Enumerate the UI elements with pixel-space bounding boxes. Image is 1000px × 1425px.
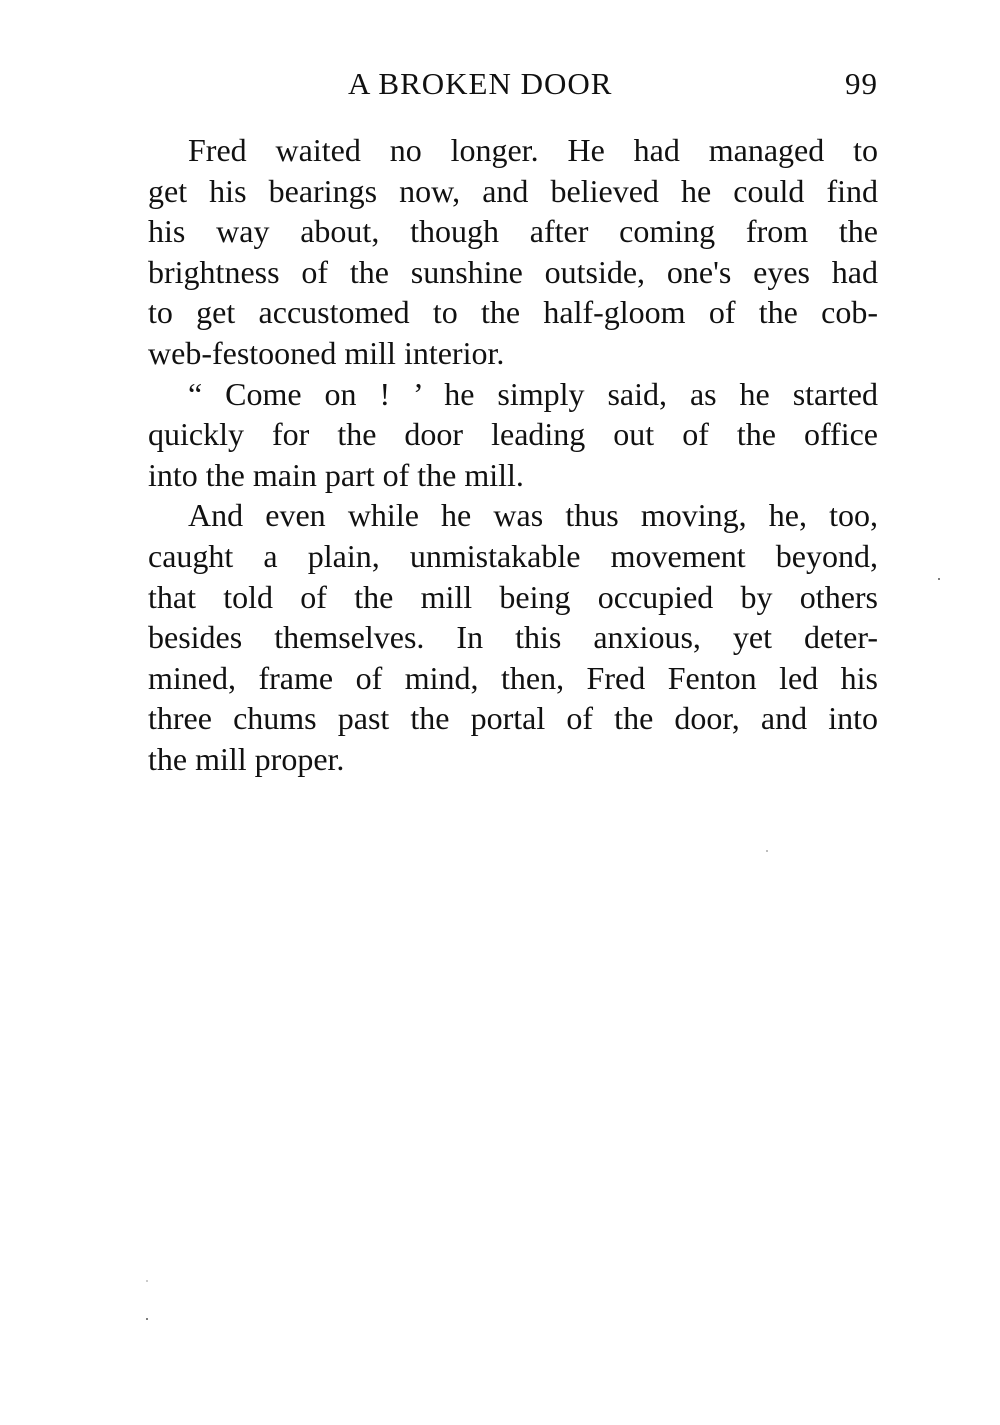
text-line: his way about, though after coming from the (148, 213, 878, 250)
text-line: brightness of the sunshine outside, one's eyes had (148, 253, 878, 290)
running-head (148, 66, 878, 112)
body-text (148, 130, 878, 780)
text-line: into the main part of the mill. (148, 456, 524, 493)
text-line: three chums past the portal of the door, and into (148, 700, 878, 737)
text-line: caught a plain, unmistakable movement beyond, (148, 537, 878, 574)
text-line: And even while he was thus moving, he, too, (188, 497, 878, 534)
paragraph (148, 374, 878, 496)
paragraph (148, 130, 878, 374)
running-title: A BROKEN DOOR (348, 66, 613, 101)
text-line: get his bearings now, and believed he could find (148, 172, 878, 209)
scan-speck (146, 1280, 148, 1282)
paragraph (148, 495, 878, 779)
text-line: besides themselves. In this anxious, yet deter- (148, 619, 878, 656)
text-line: the mill proper. (148, 740, 345, 777)
text-line: that told of the mill being occupied by others (148, 578, 878, 615)
text-line: to get accustomed to the half-gloom of the cob- (148, 294, 878, 331)
scan-speck (146, 1318, 148, 1320)
scan-speck (938, 578, 940, 580)
text-line: “ Come on ! ’ he simply said, as he started (188, 375, 878, 412)
text-line: mined, frame of mind, then, Fred Fenton led his (148, 659, 878, 696)
text-line: web-festooned mill interior. (148, 334, 505, 371)
text-line: Fred waited no longer. He had managed to (188, 132, 878, 168)
page-number: 99 (845, 66, 878, 101)
text-line: quickly for the door leading out of the office (148, 416, 878, 453)
scan-speck (766, 850, 768, 852)
